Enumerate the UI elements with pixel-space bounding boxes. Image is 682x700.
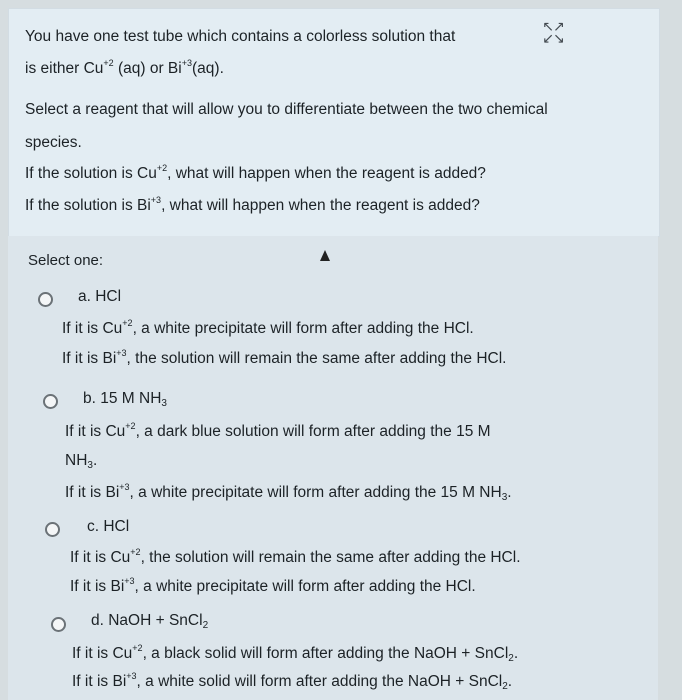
option-c-label[interactable]: c. HCl	[87, 518, 130, 535]
option-b-radio[interactable]	[43, 394, 58, 409]
option-a-line-1: If it is $Cu^{+2}$, a white precipitate will form after adding the HCl.	[62, 318, 474, 337]
option-c-line-1: If it is $Cu^{+2}$, the solution will remain the same after adding the HCl.	[70, 547, 521, 566]
expand-arrows-icon[interactable]: ↖↗ ↙↘	[542, 18, 564, 46]
option-d-line-2: If it is $Bi^{+3}$, a white solid will form after adding the NaOH + SnCl$_2$.	[72, 671, 513, 692]
question-line-4: species.	[25, 134, 82, 151]
question-line-3: Select a reagent that will allow you to differentiate between the two chemical	[25, 101, 548, 118]
question-line-5: If the solution is $Cu^{+2}$, what will happen when the reagent is added?	[25, 163, 486, 182]
question-line-6: If the solution is $Bi^{+3}$, what will happen when the reagent is added?	[25, 195, 480, 214]
option-a-radio[interactable]	[38, 292, 53, 307]
mouse-cursor-icon	[320, 250, 330, 261]
option-a-label[interactable]: a. HCl	[78, 288, 122, 305]
option-b-line-2: If it is $Bi^{+3}$, a white precipitate will form after adding the 15 M $NH_3$.	[65, 482, 512, 503]
option-d-label[interactable]: d. NaOH + SnCl$_2$	[91, 612, 209, 631]
option-d-line-1: If it is $Cu^{+2}$, a black solid will form after adding the NaOH + SnCl$_2$.	[72, 643, 519, 664]
option-c-radio[interactable]	[45, 522, 60, 537]
option-c-line-2: If it is $Bi^{+3}$, a white precipitate will form after adding the HCl.	[70, 576, 476, 595]
option-b-line-1: If it is $Cu^{+2}$, a dark blue solution will form after adding the 15 M	[65, 421, 491, 440]
option-b-label[interactable]: b. 15 M $NH_3$	[83, 390, 167, 409]
option-b-line-1-cont: $NH_3$.	[65, 452, 98, 471]
select-one-label: Select one:	[28, 252, 104, 269]
option-d-radio[interactable]	[51, 617, 66, 632]
question-line-1: You have one test tube which contains a colorless solution that	[25, 28, 456, 45]
option-a-line-2: If it is $Bi^{+3}$, the solution will remain the same after adding the HCl.	[62, 348, 507, 367]
question-line-2: is either $Cu^{+2}$ (aq) or $Bi^{+3}(aq)$.	[25, 58, 224, 77]
